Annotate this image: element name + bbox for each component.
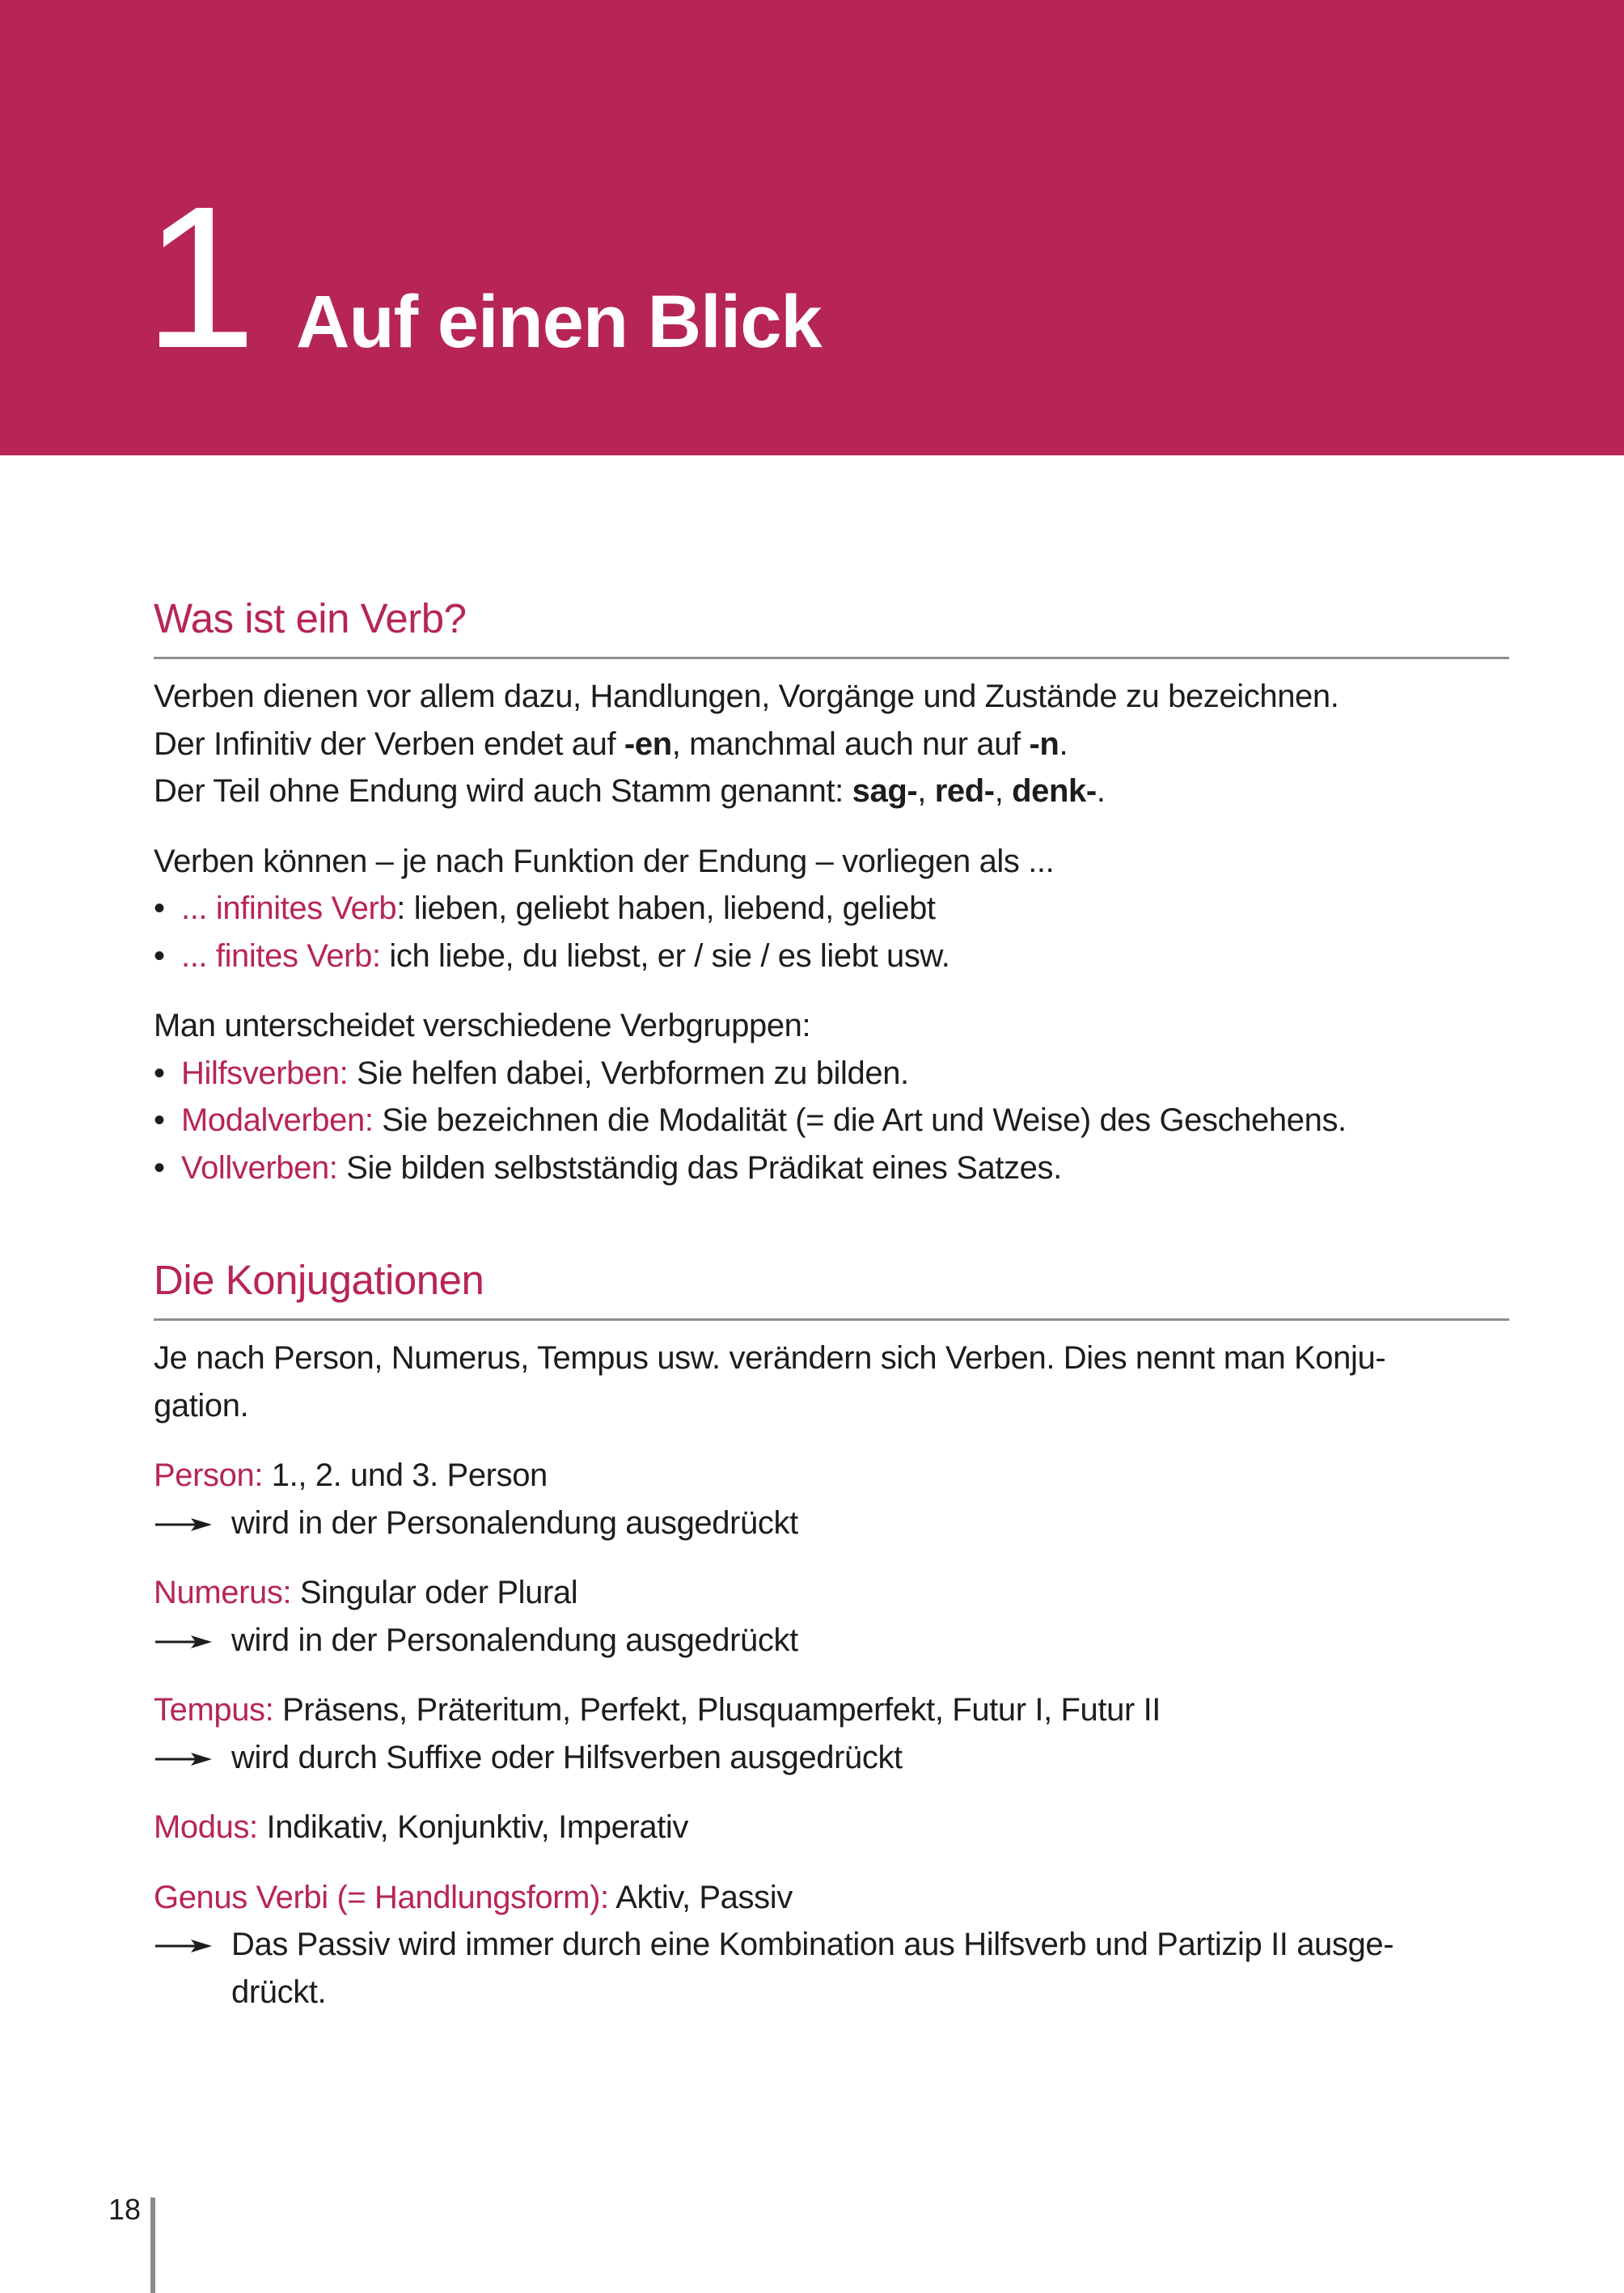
entry-note: wird in der Personalendung ausgedrückt bbox=[154, 1500, 1509, 1547]
chapter-header-band bbox=[0, 0, 1624, 455]
term-label: Modalverben: bbox=[181, 1102, 374, 1138]
bullet-icon: • bbox=[154, 937, 165, 974]
entry-modus: Modus: Indikativ, Konjunktiv, Imperativ bbox=[154, 1809, 688, 1845]
entry-note: Das Passiv wird immer durch eine Kombination aus Hilfsverb und Partizip II ausge- drückt. bbox=[154, 1921, 1509, 2016]
stem-sag: sag- bbox=[852, 773, 918, 809]
section-was-ist-ein-verb bbox=[154, 594, 1509, 1191]
chapter-number: 1 bbox=[144, 164, 254, 390]
term-label: Person: bbox=[154, 1457, 264, 1493]
intro-line: Verben dienen vor allem dazu, Handlungen, Vorgänge und Zustände zu bezeichnen. bbox=[154, 679, 1339, 714]
ending-en: -en bbox=[624, 726, 672, 762]
term-label: Modus: bbox=[154, 1809, 258, 1845]
page-margin-bar bbox=[150, 2198, 155, 2293]
stem-red: red- bbox=[934, 773, 995, 809]
section-heading: Was ist ein Verb? bbox=[154, 595, 467, 641]
groups-lead: Man unterscheidet verschiedene Verbgruppen: bbox=[154, 1008, 811, 1043]
term-label: Hilfsverben: bbox=[181, 1055, 349, 1091]
term-label: Vollverben: bbox=[181, 1149, 338, 1186]
list-item: • ... infinites Verb: lieben, geliebt haben, liebend, geliebt bbox=[154, 885, 1509, 933]
intro-line: Der Teil ohne Endung wird auch Stamm genannt: sag-, red-, denk-. bbox=[154, 773, 1106, 809]
right-arrow-icon bbox=[154, 1500, 231, 1547]
entry-genus-verbi: Genus Verbi (= Handlungsform): Aktiv, Passiv bbox=[154, 1879, 793, 1915]
entry-note: wird durch Suffixe oder Hilfsverben ausgedrückt bbox=[154, 1734, 1509, 1782]
bullet-icon: • bbox=[154, 1102, 165, 1138]
entry-tempus: Tempus: Präsens, Präteritum, Perfekt, Plusquamperfekt, Futur I, Futur II bbox=[154, 1692, 1161, 1728]
chapter-title: Auf einen Blick bbox=[296, 281, 822, 363]
right-arrow-icon bbox=[154, 1734, 231, 1782]
stem-denk: denk- bbox=[1012, 773, 1097, 809]
list-item: • Vollverben: Sie bilden selbstständig das Prädikat eines Satzes. bbox=[154, 1144, 1509, 1192]
list-item: • ... finites Verb: ich liebe, du liebst, er / sie / es liebt usw. bbox=[154, 933, 1509, 980]
bullet-icon: • bbox=[154, 891, 165, 926]
page-number: 18 bbox=[108, 2193, 142, 2226]
forms-lead: Verben können – je nach Funktion der Endung – vorliegen als ... bbox=[154, 843, 1055, 879]
bullet-icon: • bbox=[154, 1149, 165, 1186]
intro-line: Der Infinitiv der Verben endet auf -en, manchmal auch nur auf -n. bbox=[154, 726, 1068, 762]
list-item: • Modalverben: Sie bezeichnen die Modalität (= die Art und Weise) des Geschehens. bbox=[154, 1097, 1509, 1144]
term-label: ... infinites Verb bbox=[181, 891, 397, 926]
intro-line: Je nach Person, Numerus, Tempus usw. verändern sich Verben. Dies nennt man Konju- bbox=[154, 1340, 1386, 1376]
ending-n: -n bbox=[1029, 726, 1059, 762]
entry-numerus: Numerus: Singular oder Plural bbox=[154, 1575, 578, 1610]
term-label: Numerus: bbox=[154, 1575, 292, 1610]
term-label: ... finites Verb: bbox=[181, 937, 381, 974]
list-item: • Hilfsverben: Sie helfen dabei, Verbformen zu bilden. bbox=[154, 1050, 1509, 1098]
section-heading: Die Konjugationen bbox=[154, 1257, 484, 1303]
term-label: Tempus: bbox=[154, 1692, 274, 1728]
right-arrow-icon bbox=[154, 1617, 231, 1665]
entry-note: wird in der Personalendung ausgedrückt bbox=[154, 1617, 1509, 1665]
entry-person: Person: 1., 2. und 3. Person bbox=[154, 1457, 548, 1493]
term-label: Genus Verbi (= Handlungsform): bbox=[154, 1879, 609, 1915]
right-arrow-icon bbox=[154, 1921, 231, 1969]
bullet-icon: • bbox=[154, 1055, 165, 1091]
section-konjugationen bbox=[154, 1256, 1509, 2016]
intro-line: gation. bbox=[154, 1387, 249, 1424]
